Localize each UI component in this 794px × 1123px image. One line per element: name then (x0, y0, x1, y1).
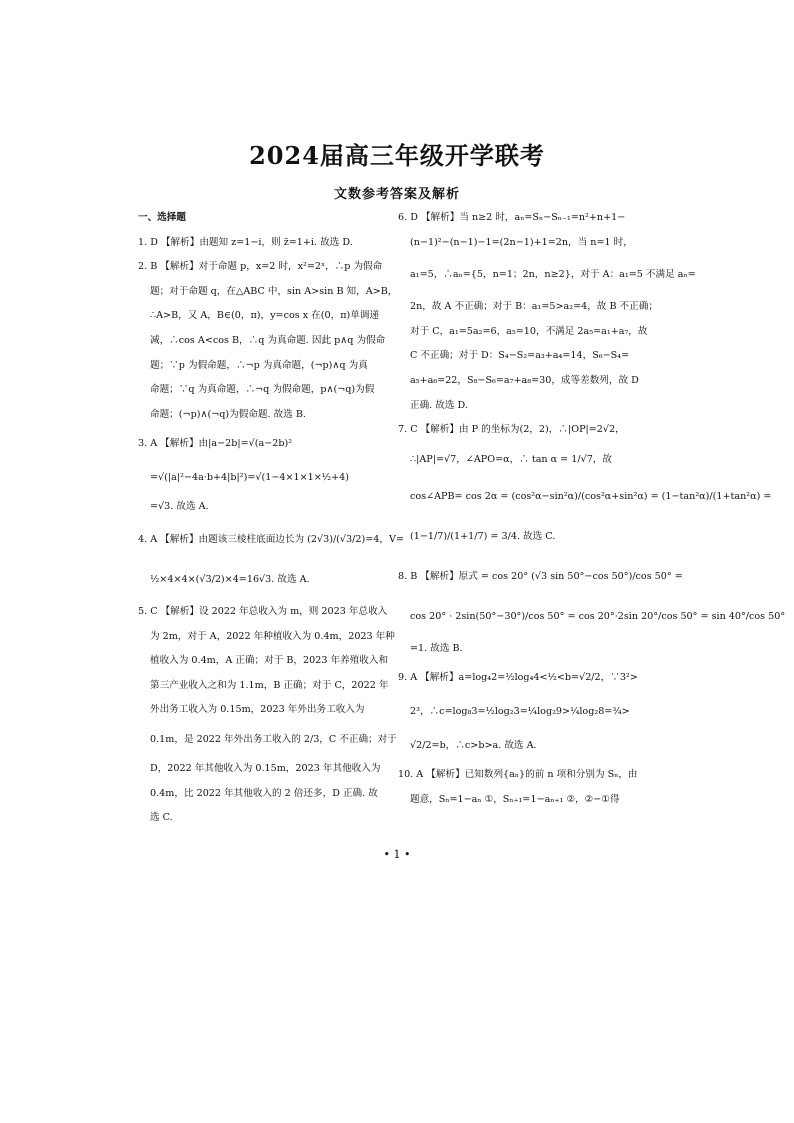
answer-line: (1−1/7)/(1+1/7) = 3/4. 故选 C. (410, 530, 556, 542)
answer-line: 正确. 故选 D. (410, 399, 468, 411)
answer-line: 2³，∴c=log₈3=½log₂3=¼log₂9>¼log₂8=¾> (410, 706, 630, 718)
answer-line: ∴|AP|=√7，∠APO=α，∴ tan α = 1/√7，故 (410, 453, 613, 465)
right-column (398, 206, 786, 813)
section-heading: 一、选择题 (138, 212, 186, 223)
answer-line: =√(|a|²−4a·b+4|b|²)=√(1−4×1×1×½+4) (150, 472, 349, 484)
answer-line: 外出务工收入为 0.15m，2023 年外出务工收入为 (150, 704, 365, 716)
answer-q2 (138, 255, 406, 427)
answer-line: 为 2m，对于 A，2022 年种植收入为 0.4m，2023 年种 (150, 630, 395, 642)
answer-line: ½×4×4×(√3/2)×4=16√3. 故选 A. (150, 573, 310, 585)
answer-line: 命题；(¬p)∧(¬q)为假命题. 故选 B. (150, 408, 306, 420)
answer-q6 (398, 206, 696, 418)
page-title: 2024届高三年级开学联考 (249, 141, 545, 170)
answer-q1 (138, 231, 406, 256)
left-column (138, 206, 406, 831)
answer-line: a₅+a₆=22，S₈−S₆=a₇+a₈=30，成等差数列，故 D (410, 374, 639, 386)
answer-line: 7. C 【解析】由 P 的坐标为(2，2)，∴|OP|=2√2， (398, 424, 625, 436)
answer-q3 (138, 427, 406, 520)
answer-line: D，2022 年其他收入为 0.15m，2023 年其他收入为 (150, 762, 381, 774)
answer-line: (n−1)²−(n−1)−1=(2n−1)+1=2n，当 n=1 时， (410, 236, 633, 248)
answer-line: 8. B 【解析】原式 = cos 20° (√3 sin 50°−cos 50°)/cos 50° = (398, 570, 683, 582)
page-number: • 1 • (383, 848, 411, 861)
answer-q5 (138, 600, 406, 831)
answer-line: cos 20° · 2sin(50°−30°)/cos 50° = cos 20°·2sin 20°/cos 50° = sin 40°/cos 50° (410, 610, 786, 622)
answer-line: 3. A 【解析】由|a−2b|=√(a−2b)² (138, 438, 293, 450)
answer-q8 (398, 557, 786, 662)
answer-line: 题；∵p 为假命题，∴¬p 为真命题，(¬p)∧q 为真 (150, 359, 368, 371)
answer-line: 0.4m，比 2022 年其他收入的 2 倍还多，D 正确. 故 (150, 787, 378, 799)
answer-line: 1. D 【解析】由题知 z=1−i，则 z̄=1+i. 故选 D. (138, 236, 353, 248)
answer-line: 第三产业收入之和为 1.1m，B 正确；对于 C，2022 年 (150, 679, 389, 691)
answer-line: 题意，Sₙ=1−aₙ ①，Sₙ₊₁=1−aₙ₊₁ ②，②−①得 (410, 793, 620, 805)
answer-line: 4. A 【解析】由题该三棱柱底面边长为 (2√3)/(√3/2)=4，V= (138, 533, 404, 545)
answer-line: √2/2=b，∴c>b>a. 故选 A. (410, 740, 537, 752)
answer-line: 题；对于命题 q，在△ABC 中，sin A>sin B 知，A>B， (150, 285, 398, 297)
answer-q7 (398, 418, 772, 557)
answer-line: =1. 故选 B. (410, 642, 463, 654)
answer-q10 (398, 763, 666, 812)
answer-line: 对于 C，a₁=5a₂=6，a₅=10，不满足 2a₅=a₁+a₇，故 (410, 325, 648, 337)
answer-line: C 不正确；对于 D：S₄−S₂=a₃+a₄=14，S₆−S₄= (410, 350, 630, 362)
answer-line: 减，∴cos A<cos B，∴q 为真命题. 因此 p∧q 为假命 (150, 334, 386, 346)
answer-line: ∴A>B，又 A，B∈(0，π)，y=cos x 在(0，π)单调递 (150, 310, 380, 322)
answer-line: 2. B 【解析】对于命题 p，x=2 时，x²=2ˣ，∴p 为假命 (138, 261, 383, 273)
answer-q9 (398, 661, 666, 763)
answer-line: 2n，故 A 不正确；对于 B：a₁=5>a₂=4，故 B 不正确； (410, 301, 658, 313)
answer-line: 10. A 【解析】已知数列{aₙ}的前 n 项和分别为 Sₙ，由 (398, 769, 638, 781)
answer-q4 (138, 520, 406, 600)
answer-line: 5. C 【解析】设 2022 年总收入为 m，则 2023 年总收入 (138, 605, 388, 617)
answer-line: 植收入为 0.4m，A 正确；对于 B，2023 年养殖收入和 (150, 655, 389, 667)
answer-line: 0.1m，是 2022 年外出务工收入的 2/3，C 不正确；对于 (150, 733, 397, 745)
answer-line: =√3. 故选 A. (150, 501, 209, 513)
answer-line: a₁=5，∴aₙ={5，n=1；2n，n≥2}，对于 A：a₁=5 不满足 aₙ= (410, 269, 696, 281)
answer-line: 9. A 【解析】a=log₄2=½log₄4<½<b=√2/2，∵3²> (398, 672, 638, 684)
answer-line: 6. D 【解析】当 n≥2 时，aₙ=Sₙ−Sₙ₋₁=n²+n+1− (398, 212, 626, 223)
answer-line: 选 C. (150, 812, 173, 824)
page-subtitle: 文数参考答案及解析 (333, 187, 460, 202)
answer-line: 命题；∵q 为真命题，∴¬q 为假命题，p∧(¬q)为假 (150, 384, 375, 396)
answer-line: cos∠APB= cos 2α = (cos²α−sin²α)/(cos²α+sin²α) = (1−tan²α)/(1+tan²α) = (410, 490, 772, 502)
